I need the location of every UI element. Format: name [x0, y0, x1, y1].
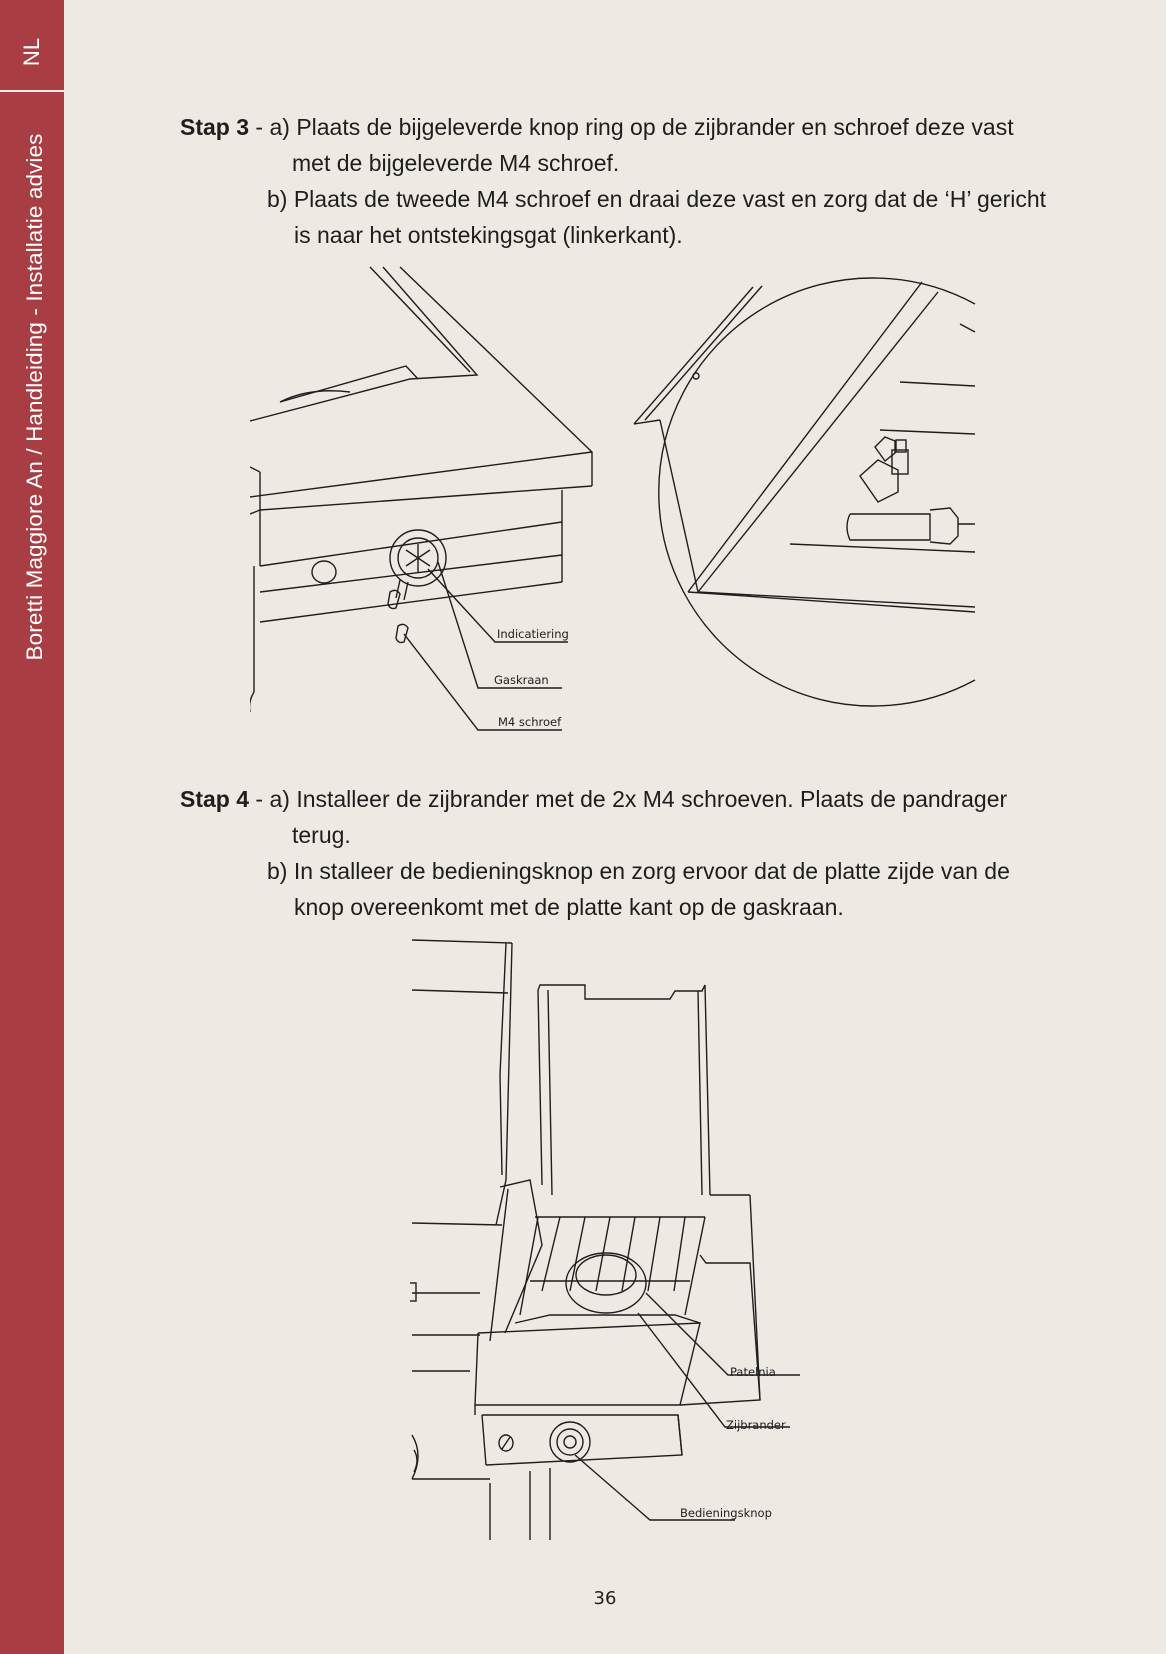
step-4-label: Stap 4: [180, 786, 250, 812]
step-4-diagram: [410, 935, 840, 1540]
step-3-b-line2: is naar het ontstekingsgat (linkerkant).: [294, 222, 683, 248]
lid-and-grate-drawing: [490, 985, 710, 1341]
callout-m4-schroef: M4 schroef: [498, 715, 562, 729]
side-burner-corner-drawing: [250, 267, 592, 712]
callout-patelnia: Patelnia: [730, 1365, 776, 1379]
sidebar-title: Boretti Maggiore An / Handleiding - Installatie advies: [22, 133, 47, 661]
step-3-b-prefix: b): [267, 186, 294, 212]
step-3-a-line1: Plaats de bijgeleverde knop ring op de zijbrander en schroef deze vast: [296, 114, 1014, 140]
grill-body-drawing: [410, 940, 512, 1479]
callout-gaskraan: Gaskraan: [494, 673, 549, 687]
step-3-label: Stap 3: [180, 114, 250, 140]
step-3-diagram: [250, 262, 980, 742]
language-label: NL: [19, 37, 44, 67]
step-4-a-prefix: - a): [249, 786, 297, 812]
pan-support-grate: [520, 1217, 705, 1315]
step-4-a-line2: terug.: [292, 822, 351, 848]
step-4-b-line1: In stalleer de bedieningsknop en zorg ervoor dat de platte zijde van de: [293, 858, 1010, 884]
step-4-a-line1: Installeer de zijbrander met de 2x M4 schroeven. Plaats de pandrager: [296, 786, 1008, 812]
side-burner-box: [475, 1195, 760, 1540]
step-3-callout-lines: [404, 562, 568, 730]
control-knob: [550, 1422, 590, 1462]
callout-indicatiering: Indicatiering: [497, 627, 569, 641]
step-4-b-line2: knop overeenkomt met de platte kant op de gaskraan.: [294, 894, 844, 920]
gas-valve-knob-ring: [388, 530, 446, 643]
step-3-instructions: [180, 109, 1080, 253]
page-number: 36: [593, 1588, 617, 1609]
step-3-a-line2: met de bijgeleverde M4 schroef.: [292, 150, 620, 176]
step-4-instructions: [180, 781, 1080, 925]
detail-magnifier-view: [634, 278, 975, 706]
language-tab: [0, 0, 64, 92]
sidebar: [0, 0, 64, 1654]
step-3-a-prefix: - a): [249, 114, 297, 140]
step-3-b-line1: Plaats de tweede M4 schroef en draai deze vast en zorg dat de ‘H’ gericht: [293, 186, 1047, 212]
callout-zijbrander: Zijbrander: [726, 1418, 786, 1432]
callout-bedieningsknop: Bedieningsknop: [680, 1506, 772, 1520]
step-4-b-prefix: b): [267, 858, 294, 884]
